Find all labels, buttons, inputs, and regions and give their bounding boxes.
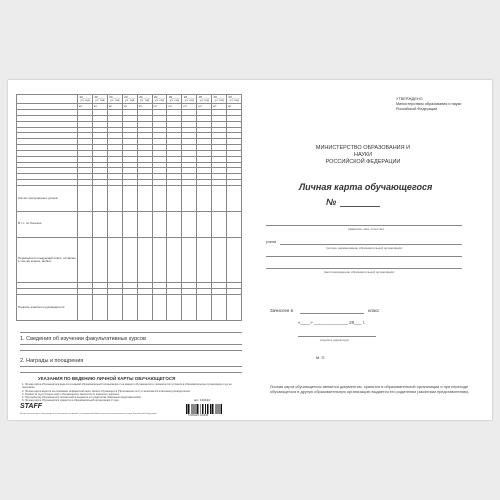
approval-line-2: Российской Федерации — [396, 107, 438, 111]
summary-cell — [167, 237, 182, 283]
summary-cell — [182, 237, 197, 283]
year-header: 20__-__ уч. год — [79, 94, 91, 102]
summary-cell — [227, 211, 242, 237]
ministry-block — [308, 145, 418, 166]
summary-cell — [122, 295, 137, 321]
summary-cell — [122, 237, 137, 283]
summary-cell — [212, 237, 227, 283]
summary-cell — [152, 295, 167, 321]
stamp-label: М. П. — [316, 355, 326, 360]
barcode-digits: 4 606224 101540 — [188, 414, 209, 417]
summary-cell — [107, 211, 122, 237]
year-header: 20__-__ уч. год — [94, 94, 106, 102]
class-subheader: кл. — [197, 104, 212, 110]
fio-caption: (фамилия, имя, отчество) — [348, 227, 384, 231]
ministry-line-1: МИНИСТЕРСТВО ОБРАЗОВАНИЯ И НАУКИ — [315, 145, 411, 158]
grid-summary-row — [17, 237, 242, 283]
summary-cell — [152, 237, 167, 283]
org-caption: (полное наименование образовательной организации) — [326, 246, 403, 250]
summary-cell — [212, 295, 227, 321]
card-title: Личная карта обучающегося — [299, 182, 433, 192]
summary-cell — [152, 185, 167, 211]
approval-block — [396, 97, 461, 112]
year-header: 20__-__ уч. год — [109, 94, 121, 102]
summary-cell — [122, 211, 137, 237]
summary-row-label: В т.ч. по болезни — [17, 211, 78, 237]
class-subheader: кл. — [92, 104, 107, 110]
class-subheader: кл. — [137, 104, 152, 110]
summary-row-label: Переведен в следующий класс, оставлен в том же классе, выбыл — [17, 237, 78, 283]
summary-cell — [78, 185, 93, 211]
year-header: 20__-__ уч. год — [153, 94, 165, 102]
student-card-sheet — [8, 80, 492, 420]
summary-cell — [92, 185, 107, 211]
summary-cell — [182, 295, 197, 321]
summary-cell — [182, 185, 197, 211]
brand-logo: STAFF — [20, 403, 43, 410]
summary-cell — [92, 211, 107, 237]
summary-cell — [227, 295, 242, 321]
summary-row-label: Кол-во пропущенных уроков — [17, 185, 78, 211]
grid-summary-row — [17, 185, 242, 211]
org-line — [280, 244, 462, 245]
location-line — [266, 268, 462, 269]
elective-line-2 — [20, 344, 242, 345]
year-header: 20__-__ уч. год — [228, 94, 240, 102]
director-caption: (подпись директора) — [320, 338, 349, 342]
enrolled-label: Зачислен в — [270, 308, 293, 313]
summary-cell — [167, 185, 182, 211]
summary-cell — [197, 185, 212, 211]
summary-cell — [92, 237, 107, 283]
class-subheader: кл. — [152, 104, 167, 110]
year-header: 20__-__ уч. год — [124, 94, 136, 102]
instruction-item: 5. Личная карта обучающегося хранится в образовательной организации 3 года. — [22, 399, 120, 403]
director-signature-line — [298, 336, 376, 337]
summary-cell — [212, 185, 227, 211]
instruction-item: 2. Личная карта ведется на основании алфавитной книги записи обучающихся (Приложение № 1) и заполняется классным руководителем. — [22, 389, 191, 393]
year-header: 20__-__ уч. год — [198, 94, 210, 102]
summary-cell — [122, 185, 137, 211]
summary-cell — [107, 237, 122, 283]
summary-cell — [152, 211, 167, 237]
awards-line-1 — [20, 366, 242, 367]
class-subheader: кл. — [78, 104, 93, 110]
fine-print: Бланк личной карты обучающегося изготовлен по форме, утвержденной Министерством образования и науки Российской Федерации. — [20, 413, 158, 415]
summary-cell — [167, 295, 182, 321]
summary-cell — [107, 185, 122, 211]
year-header: 20__-__ уч. год — [139, 94, 151, 102]
enrolled-line — [300, 313, 364, 314]
elective-line-3 — [20, 350, 242, 351]
instruction-item: 3. Оценки за год в личную карту обучающегося заносятся из классного журнала. — [22, 392, 120, 396]
summary-cell — [197, 211, 212, 237]
ministry-line-2: РОССИЙСКОЙ ФЕДЕРАЦИИ — [325, 159, 401, 165]
summary-cell — [137, 185, 152, 211]
grid-corner — [17, 95, 78, 104]
summary-cell — [137, 211, 152, 237]
study-label: учени — [266, 240, 277, 244]
elective-courses-label: 1. Сведения об изучении факультативных курсов — [20, 336, 146, 342]
approval-title: УТВЕРЖДЕНО — [396, 97, 423, 101]
article-number: арт. 130194 — [194, 398, 210, 402]
card-number-line — [340, 206, 380, 207]
instruction-item: 4. При выбытии обучающегося личная карта выдается его родителям (законным представителям). — [22, 396, 142, 400]
summary-cell — [107, 295, 122, 321]
year-header: 20__-__ уч. год — [213, 94, 225, 102]
summary-cell — [197, 237, 212, 283]
year-header: 20__-__ уч. год — [183, 94, 195, 102]
fio-line — [266, 225, 462, 226]
grid-header-row — [17, 95, 242, 104]
barcode — [186, 404, 222, 414]
class-label: класс — [368, 308, 380, 313]
class-subheader: кл. — [167, 104, 182, 110]
class-subheader: кл. — [227, 104, 242, 110]
year-header: 20__-__ уч. год — [168, 94, 180, 102]
awards-label: 2. Награды и поощрения — [20, 358, 84, 364]
summary-cell — [197, 295, 212, 321]
instructions-title: УКАЗАНИЯ ПО ВЕДЕНИЮ ЛИЧНОЙ КАРТЫ ОБУЧАЮЩЕГОСЯ — [38, 376, 176, 381]
summary-cell — [182, 211, 197, 237]
class-subheader: кл. — [122, 104, 137, 110]
class-subheader: кл. — [212, 104, 227, 110]
grid-summary-row — [17, 295, 242, 321]
summary-cell — [227, 237, 242, 283]
grid-summary-row — [17, 211, 242, 237]
summary-cell — [78, 295, 93, 321]
org-line-2 — [266, 256, 462, 257]
location-caption: (местонахождение образовательной организации) — [324, 270, 395, 274]
summary-cell — [227, 185, 242, 211]
summary-cell — [137, 295, 152, 321]
summary-cell — [212, 211, 227, 237]
instruction-item: 1. Личная карта обучающегося ведется в каждой образовательной организации и на каждого обучающегося с момента поступления в образовательную организацию и до ее окончания. — [22, 383, 232, 390]
progress-grid — [16, 94, 242, 321]
class-subheader: кл. — [107, 104, 122, 110]
summary-cell — [137, 237, 152, 283]
summary-cell — [167, 211, 182, 237]
footer-note: Личная карта обучающегося является документом, хранится в образовательной организации и при переходе обучающегося в другую образовательную организацию выдается его родителям (законным представителям). — [270, 384, 469, 395]
summary-cell — [92, 295, 107, 321]
summary-row-label: Подпись классного руководителя — [17, 295, 78, 321]
summary-cell — [78, 211, 93, 237]
progress-table — [16, 94, 242, 321]
summary-cell — [78, 237, 93, 283]
enrolled-date: «____» ______________ 20___ г. — [298, 320, 365, 325]
approval-line-1: Министерством образования и науки — [396, 102, 462, 106]
elective-line-1 — [20, 332, 242, 333]
card-number-label: № — [326, 197, 337, 207]
awards-line-2 — [20, 372, 242, 373]
class-subheader: кл. — [182, 104, 197, 110]
